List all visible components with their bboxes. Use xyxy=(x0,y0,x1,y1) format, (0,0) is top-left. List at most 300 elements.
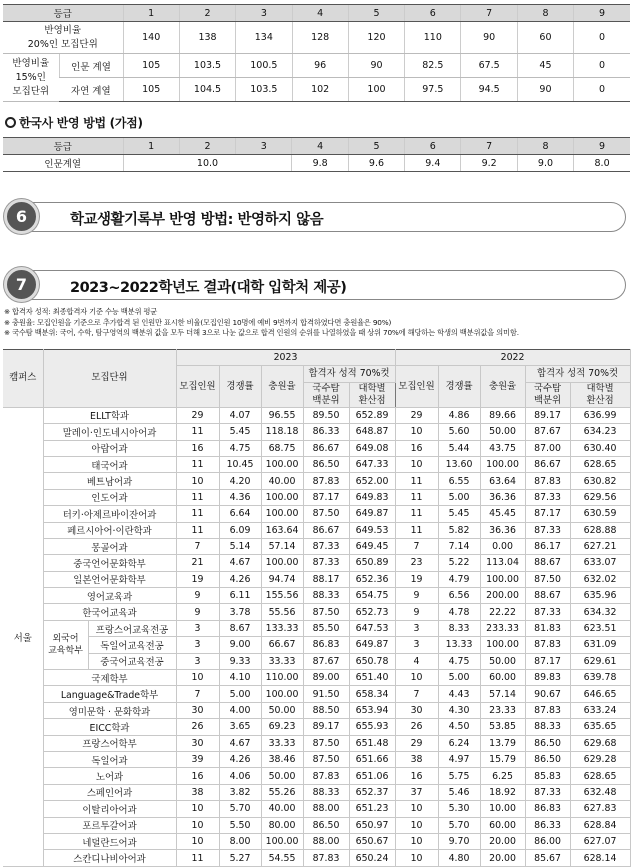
result-value: 40.00 xyxy=(261,801,303,817)
result-value: 629.56 xyxy=(570,489,630,505)
campus-cell: 서울 xyxy=(3,407,43,866)
result-value: 650.97 xyxy=(349,817,395,833)
kh-humanities-row xyxy=(3,155,630,172)
result-value: 10 xyxy=(395,801,438,817)
result-value: 5.70 xyxy=(219,801,261,817)
result-value: 10.45 xyxy=(219,456,261,472)
result-value: 89.00 xyxy=(303,670,349,686)
result-value: 43.75 xyxy=(480,440,525,456)
result-value: 33.33 xyxy=(261,735,303,751)
result-value: 68.75 xyxy=(261,440,303,456)
quota-header: 모집인원 xyxy=(395,366,438,407)
result-value: 11 xyxy=(395,473,438,489)
result-value: 4 xyxy=(395,653,438,669)
grade-cell: 6 xyxy=(405,5,461,22)
result-value: 16 xyxy=(176,440,219,456)
result-value: 3.78 xyxy=(219,604,261,620)
result-value: 4.79 xyxy=(438,571,480,587)
result-value: 50.00 xyxy=(480,653,525,669)
result-value: 7 xyxy=(176,686,219,702)
result-value: 53.85 xyxy=(480,719,525,735)
result-value: 634.23 xyxy=(570,424,630,440)
unit-name: 페르시아어·이란학과 xyxy=(43,522,176,538)
result-value: 9.33 xyxy=(219,653,261,669)
fill-rate-header: 충원율 xyxy=(480,366,525,407)
result-value: 113.04 xyxy=(480,555,525,571)
result-value: 5.50 xyxy=(219,817,261,833)
result-value: 54.55 xyxy=(261,850,303,866)
result-value: 133.33 xyxy=(261,620,303,636)
result-value: 635.96 xyxy=(570,588,630,604)
result-value: 4.97 xyxy=(438,751,480,767)
result-value: 7.14 xyxy=(438,538,480,554)
result-value: 4.50 xyxy=(438,719,480,735)
table-row xyxy=(3,555,630,571)
result-value: 22.22 xyxy=(480,604,525,620)
result-value: 55.56 xyxy=(261,604,303,620)
grade-cell: 8 xyxy=(517,138,573,155)
result-value: 87.17 xyxy=(303,489,349,505)
result-value: 60.00 xyxy=(480,817,525,833)
result-value: 10 xyxy=(176,801,219,817)
result-value: 5.27 xyxy=(219,850,261,866)
grade-header-label: 등급 xyxy=(3,5,123,22)
grade-cell: 3 xyxy=(236,5,292,22)
result-value: 163.64 xyxy=(261,522,303,538)
table-row xyxy=(3,538,630,554)
result-value: 36.36 xyxy=(480,522,525,538)
result-value: 86.00 xyxy=(525,833,570,849)
result-value: 5.14 xyxy=(219,538,261,554)
kh-grade-label: 등급 xyxy=(3,138,123,155)
result-value: 88.33 xyxy=(525,719,570,735)
result-value: 87.67 xyxy=(303,653,349,669)
result-value: 36.36 xyxy=(480,489,525,505)
quota-header: 모집인원 xyxy=(176,366,219,407)
result-value: 30 xyxy=(395,702,438,718)
result-value: 85.50 xyxy=(303,620,349,636)
result-value: 632.48 xyxy=(570,784,630,800)
result-value: 63.64 xyxy=(480,473,525,489)
group-label xyxy=(43,620,88,669)
result-value: 6.64 xyxy=(219,506,261,522)
result-value: 5.44 xyxy=(438,440,480,456)
unit-name: 네덜란드어과 xyxy=(43,833,176,849)
grade-cell: 4 xyxy=(292,5,348,22)
ratio-value: 105 xyxy=(123,78,179,102)
result-value: 55.26 xyxy=(261,784,303,800)
result-value: 29 xyxy=(176,407,219,423)
result-value: 87.33 xyxy=(525,784,570,800)
result-value: 6.56 xyxy=(438,588,480,604)
result-value: 11 xyxy=(176,456,219,472)
table-row xyxy=(3,637,630,653)
unit-name: EICC학과 xyxy=(43,719,176,735)
result-value: 89.83 xyxy=(525,670,570,686)
result-value: 89.17 xyxy=(303,719,349,735)
result-value: 649.08 xyxy=(349,440,395,456)
result-value: 87.50 xyxy=(525,571,570,587)
unit-name: Language&Trade학부 xyxy=(43,686,176,702)
ratio-value: 140 xyxy=(123,22,179,54)
result-value: 10 xyxy=(176,670,219,686)
converted-header-line1: 대학별 xyxy=(358,382,386,394)
kh-value: 10.0 xyxy=(123,155,292,172)
grade-cell: 7 xyxy=(461,5,517,22)
unit-name: 프랑스어학부 xyxy=(43,735,176,751)
result-value: 4.80 xyxy=(438,850,480,866)
result-value: 5.45 xyxy=(438,506,480,522)
result-value: 100.00 xyxy=(261,506,303,522)
unit-name: 한국어교육과 xyxy=(43,604,176,620)
result-value: 3 xyxy=(176,637,219,653)
table-row xyxy=(3,506,630,522)
korean-history-table xyxy=(3,137,630,172)
result-value: 86.67 xyxy=(525,456,570,472)
unit-name: 영미문학 · 문화학과 xyxy=(43,702,176,718)
kh-value: 9.0 xyxy=(517,155,573,172)
result-value: 653.94 xyxy=(349,702,395,718)
ratio-value: 97.5 xyxy=(405,78,461,102)
result-value: 87.83 xyxy=(525,473,570,489)
ratio-value: 128 xyxy=(292,22,348,54)
result-value: 651.66 xyxy=(349,751,395,767)
section6-banner xyxy=(14,202,626,232)
ratio20-row xyxy=(3,22,630,54)
result-value: 6.11 xyxy=(219,588,261,604)
result-value: 4.67 xyxy=(219,555,261,571)
result-value: 16 xyxy=(395,440,438,456)
group-label-line2: 교육학부 xyxy=(48,645,83,656)
result-value: 630.59 xyxy=(570,506,630,522)
result-value: 96.55 xyxy=(261,407,303,423)
result-value: 89.17 xyxy=(525,407,570,423)
result-value: 86.83 xyxy=(525,801,570,817)
grade-cell: 9 xyxy=(574,138,630,155)
result-value: 87.83 xyxy=(303,768,349,784)
result-value: 9 xyxy=(176,588,219,604)
result-value: 87.33 xyxy=(525,522,570,538)
result-value: 87.50 xyxy=(303,506,349,522)
kh-value: 9.4 xyxy=(405,155,461,172)
ratio-value: 82.5 xyxy=(405,54,461,78)
result-value: 10 xyxy=(395,456,438,472)
result-value: 86.50 xyxy=(525,735,570,751)
result-value: 8.00 xyxy=(219,833,261,849)
ratio20-label-line2: 20%인 모집단위 xyxy=(27,38,98,50)
result-value: 39 xyxy=(176,751,219,767)
group-label-line1: 외국어 xyxy=(52,633,79,644)
unit-name: 태국어과 xyxy=(43,456,176,472)
korean-history-heading-text: 한국사 반영 방법 (가점) xyxy=(19,116,143,130)
result-value: 631.09 xyxy=(570,637,630,653)
result-value: 633.07 xyxy=(570,555,630,571)
result-value: 13.33 xyxy=(438,637,480,653)
result-value: 4.06 xyxy=(219,768,261,784)
result-value: 87.83 xyxy=(303,473,349,489)
result-value: 10 xyxy=(176,473,219,489)
result-value: 650.24 xyxy=(349,850,395,866)
result-value: 4.75 xyxy=(219,440,261,456)
result-value: 87.50 xyxy=(303,604,349,620)
result-value: 7 xyxy=(176,538,219,554)
result-value: 38 xyxy=(395,751,438,767)
result-value: 9 xyxy=(176,604,219,620)
result-value: 630.40 xyxy=(570,440,630,456)
result-value: 86.33 xyxy=(525,817,570,833)
grade-cell: 2 xyxy=(179,5,235,22)
result-value: 648.87 xyxy=(349,424,395,440)
result-value: 86.50 xyxy=(303,817,349,833)
unit-name: 중국언어문화학부 xyxy=(43,555,176,571)
ratio-value: 96 xyxy=(292,54,348,78)
result-value: 651.48 xyxy=(349,735,395,751)
result-value: 4.26 xyxy=(219,751,261,767)
result-value: 650.67 xyxy=(349,833,395,849)
result-value: 5.70 xyxy=(438,817,480,833)
notes xyxy=(4,307,629,339)
table-row xyxy=(3,571,630,587)
result-value: 628.65 xyxy=(570,768,630,784)
result-value: 38.46 xyxy=(261,751,303,767)
result-value: 4.07 xyxy=(219,407,261,423)
result-value: 110.00 xyxy=(261,670,303,686)
table-row xyxy=(3,670,630,686)
percentile-header-line1: 국수탐 xyxy=(312,382,340,394)
result-value: 628.84 xyxy=(570,817,630,833)
ratio-value: 105 xyxy=(123,54,179,78)
ratio-value: 100 xyxy=(348,78,404,102)
result-value: 233.33 xyxy=(480,620,525,636)
result-value: 646.65 xyxy=(570,686,630,702)
result-value: 80.00 xyxy=(261,817,303,833)
result-value: 9 xyxy=(395,588,438,604)
ratio-value: 102 xyxy=(292,78,348,102)
table-row xyxy=(3,653,630,669)
result-value: 89.50 xyxy=(303,407,349,423)
result-value: 5.00 xyxy=(219,686,261,702)
result-value: 88.33 xyxy=(303,588,349,604)
grade-cell: 1 xyxy=(123,5,179,22)
unit-name: 말레이·인도네시아어과 xyxy=(43,424,176,440)
result-value: 50.00 xyxy=(261,768,303,784)
result-value: 7 xyxy=(395,538,438,554)
result-value: 89.66 xyxy=(480,407,525,423)
result-value: 3 xyxy=(395,620,438,636)
kh-value: 9.6 xyxy=(348,155,404,172)
result-value: 11 xyxy=(176,522,219,538)
result-value: 100.00 xyxy=(261,686,303,702)
result-value: 86.50 xyxy=(525,751,570,767)
table-row xyxy=(3,768,630,784)
result-value: 90.67 xyxy=(525,686,570,702)
result-value: 633.24 xyxy=(570,702,630,718)
result-value: 57.14 xyxy=(261,538,303,554)
result-value: 627.21 xyxy=(570,538,630,554)
result-value: 87.67 xyxy=(525,424,570,440)
result-value: 652.73 xyxy=(349,604,395,620)
unit-name: 국제학부 xyxy=(43,670,176,686)
unit-name: ELLT학과 xyxy=(43,407,176,423)
table-row xyxy=(3,407,630,423)
result-value: 87.33 xyxy=(525,489,570,505)
result-value: 11 xyxy=(176,489,219,505)
result-value: 11 xyxy=(176,424,219,440)
result-value: 19 xyxy=(176,571,219,587)
converted-header-line2: 환산점 xyxy=(586,394,614,406)
result-value: 5.22 xyxy=(438,555,480,571)
result-value: 10 xyxy=(395,817,438,833)
result-value: 94.74 xyxy=(261,571,303,587)
ratio-value: 138 xyxy=(179,22,235,54)
result-value: 9.70 xyxy=(438,833,480,849)
results-table xyxy=(3,349,631,867)
result-value: 11 xyxy=(395,489,438,505)
ratio-value: 67.5 xyxy=(461,54,517,78)
converted-header xyxy=(570,382,630,407)
result-value: 88.67 xyxy=(525,588,570,604)
ratio-value: 120 xyxy=(348,22,404,54)
result-value: 5.75 xyxy=(438,768,480,784)
table-row xyxy=(3,702,630,718)
result-value: 649.87 xyxy=(349,506,395,522)
result-value: 639.78 xyxy=(570,670,630,686)
grade-header-row xyxy=(3,5,630,22)
result-value: 3 xyxy=(176,620,219,636)
result-value: 38 xyxy=(176,784,219,800)
result-value: 15.79 xyxy=(480,751,525,767)
result-value: 87.83 xyxy=(525,637,570,653)
result-value: 4.00 xyxy=(219,702,261,718)
result-value: 13.60 xyxy=(438,456,480,472)
table-row xyxy=(3,735,630,751)
result-value: 87.17 xyxy=(525,506,570,522)
table-row xyxy=(3,456,630,472)
result-value: 88.00 xyxy=(303,833,349,849)
table-row xyxy=(3,588,630,604)
table-row xyxy=(3,424,630,440)
result-value: 91.50 xyxy=(303,686,349,702)
section7-banner xyxy=(14,270,626,300)
unit-name: 노어과 xyxy=(43,768,176,784)
ratio-value: 104.5 xyxy=(179,78,235,102)
result-value: 628.88 xyxy=(570,522,630,538)
table-row xyxy=(3,473,630,489)
result-value: 11 xyxy=(176,850,219,866)
result-value: 652.37 xyxy=(349,784,395,800)
result-value: 650.89 xyxy=(349,555,395,571)
table-row xyxy=(3,489,630,505)
ratio-value: 103.5 xyxy=(179,54,235,78)
table-row xyxy=(3,784,630,800)
result-value: 11 xyxy=(395,522,438,538)
result-value: 86.83 xyxy=(303,637,349,653)
result-value: 45.45 xyxy=(480,506,525,522)
kh-value: 8.0 xyxy=(574,155,630,172)
result-value: 647.53 xyxy=(349,620,395,636)
result-value: 10 xyxy=(395,850,438,866)
result-value: 23.33 xyxy=(480,702,525,718)
result-value: 16 xyxy=(395,768,438,784)
result-value: 652.00 xyxy=(349,473,395,489)
result-value: 5.60 xyxy=(438,424,480,440)
result-value: 37 xyxy=(395,784,438,800)
result-value: 651.06 xyxy=(349,768,395,784)
result-value: 20.00 xyxy=(480,850,525,866)
result-value: 658.34 xyxy=(349,686,395,702)
ratio15-label-line1: 반영비율 xyxy=(12,57,50,69)
result-value: 4.10 xyxy=(219,670,261,686)
result-value: 100.00 xyxy=(261,833,303,849)
result-value: 652.36 xyxy=(349,571,395,587)
result-value: 4.75 xyxy=(438,653,480,669)
result-value: 20.00 xyxy=(480,833,525,849)
result-value: 30 xyxy=(176,735,219,751)
result-value: 4.30 xyxy=(438,702,480,718)
unit-name: 독일어교육전공 xyxy=(88,637,176,653)
result-value: 13.79 xyxy=(480,735,525,751)
unit-name: 중국어교육전공 xyxy=(88,653,176,669)
ratio-value: 100.5 xyxy=(236,54,292,78)
grade-cell: 5 xyxy=(348,138,404,155)
kh-value: 9.2 xyxy=(461,155,517,172)
fill-rate-header: 충원율 xyxy=(261,366,303,407)
result-value: 88.00 xyxy=(303,801,349,817)
result-value: 100.00 xyxy=(261,456,303,472)
unit-name: 스칸디나비아어과 xyxy=(43,850,176,866)
results-header-row xyxy=(3,350,630,366)
result-value: 16 xyxy=(176,768,219,784)
note-line: ※ 합격자 성적: 최종합격자 기준 수능 백분위 평균 xyxy=(4,307,158,316)
unit-name: 독일어과 xyxy=(43,751,176,767)
result-value: 29 xyxy=(395,735,438,751)
result-value: 18.92 xyxy=(480,784,525,800)
ratio-value: 45 xyxy=(517,54,573,78)
result-value: 628.14 xyxy=(570,850,630,866)
section7-title: 2023~2022학년도 결과(대학 입학처 제공) xyxy=(70,280,347,296)
ratio-value: 103.5 xyxy=(236,78,292,102)
cutoff-header: 합격자 성적 70%컷 xyxy=(303,366,395,382)
unit-name: 몽골어과 xyxy=(43,538,176,554)
result-value: 40.00 xyxy=(261,473,303,489)
result-value: 86.67 xyxy=(303,522,349,538)
result-value: 651.40 xyxy=(349,670,395,686)
result-value: 627.07 xyxy=(570,833,630,849)
result-value: 86.67 xyxy=(303,440,349,456)
result-value: 636.99 xyxy=(570,407,630,423)
table-row xyxy=(3,801,630,817)
result-value: 4.67 xyxy=(219,735,261,751)
result-value: 632.02 xyxy=(570,571,630,587)
section7-number-badge: 7 xyxy=(4,267,39,302)
result-value: 87.83 xyxy=(303,850,349,866)
result-value: 6.24 xyxy=(438,735,480,751)
percentile-header-line2: 백분위 xyxy=(533,394,562,406)
unit-name: 영어교육과 xyxy=(43,588,176,604)
result-value: 635.65 xyxy=(570,719,630,735)
results-table-body xyxy=(3,350,630,867)
result-value: 11 xyxy=(395,506,438,522)
percentile-header-line2: 백분위 xyxy=(312,394,340,406)
table-row xyxy=(3,440,630,456)
table-row xyxy=(3,751,630,767)
note-line: ※ 국수탐 백분위: 국어, 수학, 탐구영역의 백분위 값을 모두 더해 3으로 나눈 값으로 합격 인원의 순위를 나열하였을 때 상위 70%에 해당하는 학생의 백분위값을 의미함. xyxy=(4,328,519,337)
unit-name: 인도어과 xyxy=(43,489,176,505)
table-row xyxy=(3,604,630,620)
ratio-value: 94.5 xyxy=(461,78,517,102)
result-value: 100.00 xyxy=(261,555,303,571)
result-value: 26 xyxy=(176,719,219,735)
